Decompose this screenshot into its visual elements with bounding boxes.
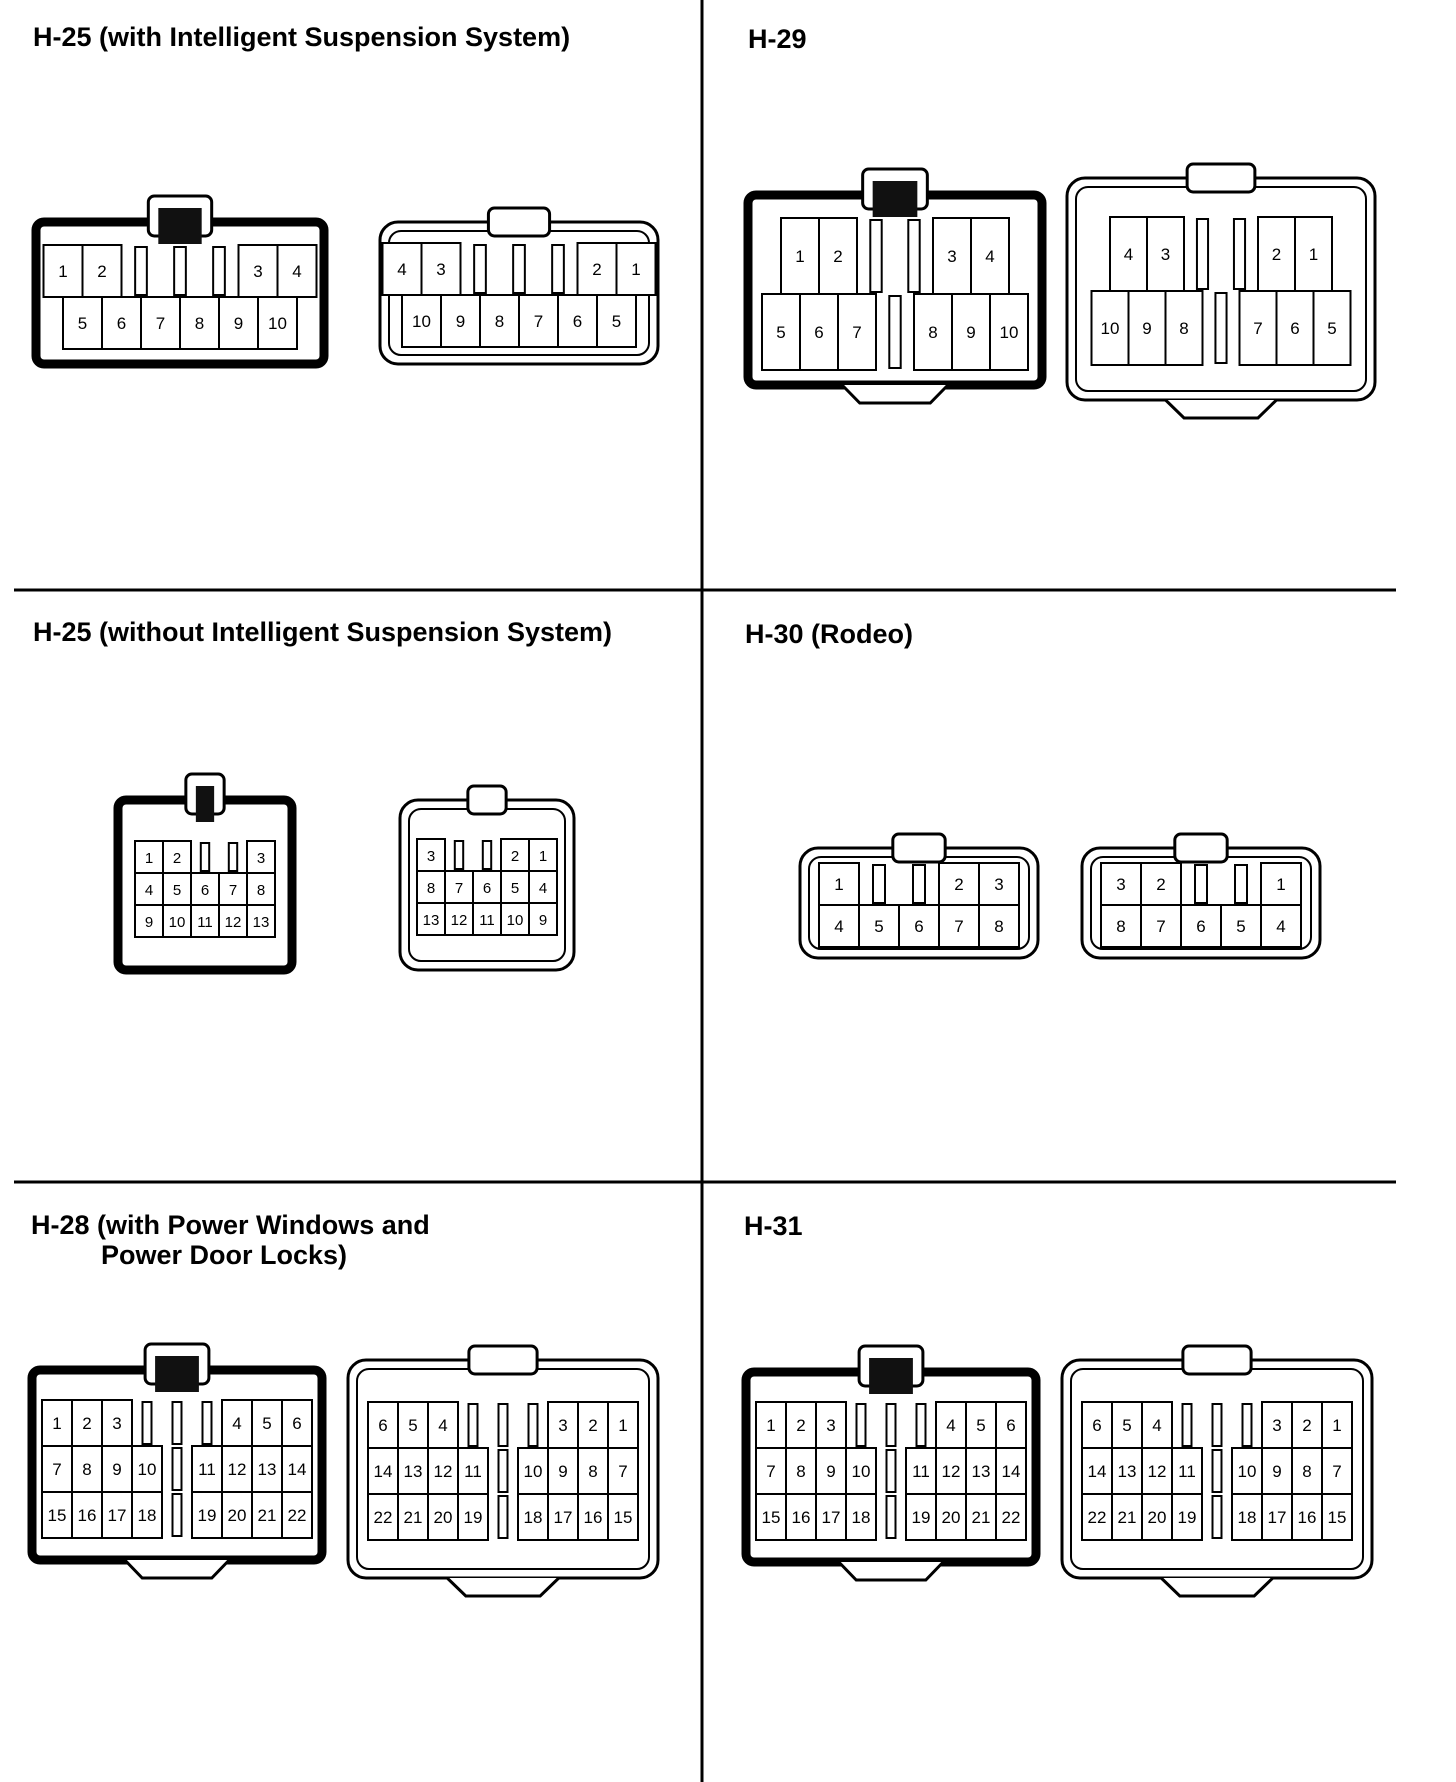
key-slot [887,1450,896,1492]
pin-number: 1 [795,247,805,266]
pin-number: 10 [523,1462,543,1481]
pin-number: 3 [253,262,263,281]
pin-number: 11 [198,1460,216,1479]
key-slot [1243,1404,1252,1446]
pin-number: 12 [941,1462,961,1481]
key-slot [1234,219,1245,289]
pin-number: 3 [1272,1416,1282,1435]
pin-number: 19 [463,1508,483,1527]
pin-number: 7 [533,312,544,331]
key-slot [229,843,237,871]
panel-title-h25-without: H-25 (without Intelligent Suspension System) [33,617,613,647]
pin-number: 10 [1237,1462,1257,1481]
pin-number: 10 [412,312,431,331]
pin-number: 18 [523,1508,543,1527]
pin-number: 8 [426,880,436,897]
pin-number: 4 [985,247,995,266]
pin-number: 4 [538,880,548,897]
pin-number: 5 [1122,1416,1132,1435]
key-slot [857,1404,866,1446]
key-slot [1213,1450,1222,1492]
pin-number: 9 [112,1460,122,1479]
pin-number: 4 [397,260,407,279]
pin-number: 9 [233,314,244,333]
pin-number: 5 [874,917,884,936]
lock-tab [1183,1346,1251,1374]
pin-number: 13 [422,912,440,929]
pin-number: 2 [796,1416,806,1435]
pin-number: 6 [200,882,210,899]
pin-number: 7 [852,323,862,342]
pin-number: 8 [796,1462,806,1481]
key-slot [469,1404,478,1446]
pin-number: 7 [766,1462,776,1481]
panel-title-h29: H-29 [748,24,807,54]
pin-number: 21 [1117,1508,1137,1527]
pin-number: 20 [433,1508,453,1527]
pin-number: 5 [776,323,786,342]
pin-number: 13 [403,1462,423,1481]
lock-tab [488,208,549,236]
pin-number: 18 [851,1508,871,1527]
pin-number: 19 [1177,1508,1197,1527]
key-slot [913,865,925,903]
pin-number: 3 [558,1416,568,1435]
pin-number: 15 [761,1508,781,1527]
pin-number: 1 [1332,1416,1342,1435]
lock-tab [468,786,506,814]
pin-number: 16 [77,1506,97,1525]
panel-title-h28: H-28 (with Power Windows and Power Door Locks) [31,1210,430,1270]
key-slot [1213,1404,1222,1446]
key-slot [513,245,525,293]
pin-number: 8 [588,1462,598,1481]
pin-number: 11 [1178,1462,1196,1481]
pin-number: 7 [155,314,166,333]
pin-number: 12 [433,1462,453,1481]
pin-number: 11 [912,1462,930,1481]
pin-number: 16 [583,1508,603,1527]
pin-number: 6 [814,323,824,342]
key-slot [143,1402,152,1444]
panel-title-h30: H-30 (Rodeo) [745,619,913,649]
key-slot [213,247,225,295]
key-slot [483,841,491,869]
pin-number: 10 [1100,319,1120,338]
pin-number: 16 [791,1508,811,1527]
pin-number: 1 [538,848,548,865]
connector-h25-with-right [380,208,658,364]
pin-number: 10 [851,1462,871,1481]
pin-number: 22 [287,1506,307,1525]
key-slot [552,245,564,293]
pin-number: 1 [58,262,68,281]
connector-h29-left [748,169,1042,403]
pin-number: 14 [287,1460,307,1479]
pin-number: 2 [172,850,182,867]
pin-number: 6 [378,1416,388,1435]
connector-h31-right [1062,1346,1372,1596]
pin-number: 13 [252,914,270,931]
pin-number: 8 [82,1460,92,1479]
pin-number: 10 [268,314,287,333]
pin-number: 9 [538,912,548,929]
pin-number: 14 [373,1462,393,1481]
pin-number: 10 [137,1460,157,1479]
key-slot [917,1404,926,1446]
pin-number: 1 [631,260,641,279]
key-slot [870,220,881,292]
pin-number: 22 [373,1508,393,1527]
pin-number: 21 [403,1508,423,1527]
pin-number: 3 [1160,245,1171,264]
pin-number: 4 [292,262,302,281]
lock-tab-core [158,208,201,244]
pin-number: 8 [1179,319,1189,338]
pin-number: 5 [1236,917,1246,936]
connector-h31-left [746,1346,1036,1580]
pin-number: 6 [1196,917,1206,936]
bottom-latch [1161,1578,1273,1596]
pin-number: 12 [227,1460,247,1479]
pin-number: 5 [408,1416,418,1435]
pin-number: 6 [116,314,127,333]
pin-number: 17 [821,1508,841,1527]
lock-tab-core [196,786,214,822]
pin-number: 8 [494,312,505,331]
pin-number: 4 [232,1414,242,1433]
pin-number: 12 [224,914,242,931]
pin-number: 8 [928,323,938,342]
key-slot [887,1496,896,1538]
pin-number: 11 [479,912,495,929]
pin-number: 19 [911,1508,931,1527]
pin-number: 2 [1156,875,1166,894]
pin-number: 9 [1142,319,1152,338]
key-slot [173,1448,182,1490]
key-slot [173,1494,182,1536]
pin-number: 22 [1001,1508,1021,1527]
key-slot [135,247,147,295]
pin-number: 1 [834,875,844,894]
pin-number: 3 [826,1416,836,1435]
pin-number: 5 [262,1414,272,1433]
pin-number: 7 [228,882,238,899]
key-slot [203,1402,212,1444]
connector-h28-right [348,1346,658,1596]
key-slot [1197,219,1208,289]
pin-number: 2 [510,848,520,865]
pin-number: 13 [971,1462,991,1481]
key-slot [1195,865,1207,903]
pin-number: 13 [1117,1462,1137,1481]
key-slot [474,245,486,293]
pin-number: 1 [766,1416,776,1435]
pin-number: 5 [976,1416,986,1435]
pin-number: 5 [1327,319,1337,338]
panel-title-h31: H-31 [744,1211,803,1241]
pin-number: 4 [144,882,154,899]
key-slot [889,296,900,368]
lock-tab [1187,164,1255,192]
pin-number: 14 [1001,1462,1021,1481]
pin-number: 9 [966,323,976,342]
lock-tab-core [869,1358,913,1394]
bottom-latch [1166,400,1277,418]
pin-number: 2 [1271,245,1282,264]
pin-number: 9 [1272,1462,1282,1481]
pin-number: 6 [1290,319,1300,338]
pin-number: 1 [1276,875,1286,894]
pin-number: 15 [1327,1508,1347,1527]
pin-number: 3 [1116,875,1126,894]
key-slot [173,1402,182,1444]
pin-number: 18 [1237,1508,1257,1527]
pin-number: 3 [256,850,266,867]
pin-number: 6 [1006,1416,1016,1435]
lock-tab [1175,834,1227,862]
pin-number: 5 [611,312,622,331]
pin-number: 6 [1092,1416,1102,1435]
key-slot [201,843,209,871]
pin-number: 11 [464,1462,482,1481]
pin-number: 1 [618,1416,628,1435]
pin-number: 17 [107,1506,127,1525]
pin-number: 4 [834,917,844,936]
pin-number: 7 [52,1460,62,1479]
pin-number: 3 [426,848,436,865]
pin-number: 2 [588,1416,598,1435]
pin-number: 2 [1302,1416,1312,1435]
pin-number: 20 [227,1506,247,1525]
pin-number: 15 [47,1506,67,1525]
key-slot [873,865,885,903]
pin-number: 2 [82,1414,92,1433]
pin-number: 3 [112,1414,122,1433]
bottom-latch [447,1578,559,1596]
pin-number: 17 [1267,1508,1287,1527]
pin-number: 8 [994,917,1004,936]
pin-number: 8 [194,314,205,333]
pin-number: 8 [256,882,266,899]
pin-number: 11 [197,914,213,931]
pin-number: 6 [292,1414,302,1433]
lock-tab-core [155,1356,199,1392]
connector-h30-left [800,834,1038,958]
pin-number: 5 [510,880,520,897]
pin-number: 4 [946,1416,956,1435]
pin-number: 5 [77,314,88,333]
bottom-latch [839,1562,943,1580]
pin-number: 2 [592,260,602,279]
pin-number: 6 [482,880,492,897]
pin-number: 19 [197,1506,217,1525]
pin-number: 4 [1152,1416,1162,1435]
pin-number: 10 [999,323,1019,342]
key-slot [499,1404,508,1446]
pin-number: 13 [257,1460,277,1479]
pin-number: 7 [1156,917,1166,936]
key-slot [529,1404,538,1446]
pin-number: 3 [994,875,1004,894]
pin-number: 7 [1253,319,1263,338]
panel-title-h25-with: H-25 (with Intelligent Suspension System) [33,22,571,52]
bottom-latch [842,385,948,403]
key-slot [887,1404,896,1446]
pin-number: 4 [438,1416,448,1435]
pin-number: 17 [553,1508,573,1527]
pin-number: 8 [1116,917,1126,936]
pin-number: 15 [613,1508,633,1527]
pin-number: 16 [1297,1508,1317,1527]
connector-h29-right [1067,164,1375,418]
pin-number: 12 [450,912,468,929]
key-slot [499,1450,508,1492]
key-slot [174,247,186,295]
key-slot [499,1496,508,1538]
pin-number: 3 [947,247,957,266]
connector-h25-without-left [118,774,292,970]
key-slot [1215,293,1226,363]
pin-number: 14 [1087,1462,1107,1481]
connector-h25-with-left [36,196,324,364]
pin-number: 12 [1147,1462,1167,1481]
pin-number: 18 [137,1506,157,1525]
connector-h28-left [32,1344,322,1578]
pin-number: 4 [1123,245,1134,264]
pin-number: 2 [97,262,107,281]
pin-number: 1 [1308,245,1319,264]
lock-tab [893,834,945,862]
key-slot [455,841,463,869]
key-slot [908,220,919,292]
lock-tab-core [873,181,918,217]
pin-number: 1 [144,850,154,867]
pin-number: 9 [826,1462,836,1481]
pin-number: 21 [257,1506,277,1525]
pin-number: 8 [1302,1462,1312,1481]
pin-number: 6 [572,312,583,331]
key-slot [1183,1404,1192,1446]
pin-number: 9 [144,914,154,931]
key-slot [1213,1496,1222,1538]
pin-number: 7 [454,880,464,897]
pin-number: 3 [436,260,446,279]
pin-number: 7 [954,917,964,936]
pin-number: 4 [1276,917,1286,936]
pin-number: 10 [168,914,186,931]
pin-number: 20 [1147,1508,1167,1527]
pin-number: 21 [971,1508,991,1527]
pin-number: 20 [941,1508,961,1527]
pin-number: 7 [618,1462,628,1481]
pin-number: 5 [172,882,182,899]
pin-number: 2 [833,247,843,266]
pin-number: 6 [914,917,924,936]
pin-number: 9 [558,1462,568,1481]
pin-number: 9 [455,312,466,331]
pin-number: 2 [954,875,964,894]
pin-number: 7 [1332,1462,1342,1481]
pin-number: 10 [506,912,524,929]
bottom-latch [125,1560,229,1578]
pin-number: 22 [1087,1508,1107,1527]
pin-number: 1 [52,1414,62,1433]
key-slot [1235,865,1247,903]
connector-h30-right [1082,834,1320,958]
lock-tab [469,1346,537,1374]
connector-h25-without-right [400,786,574,970]
